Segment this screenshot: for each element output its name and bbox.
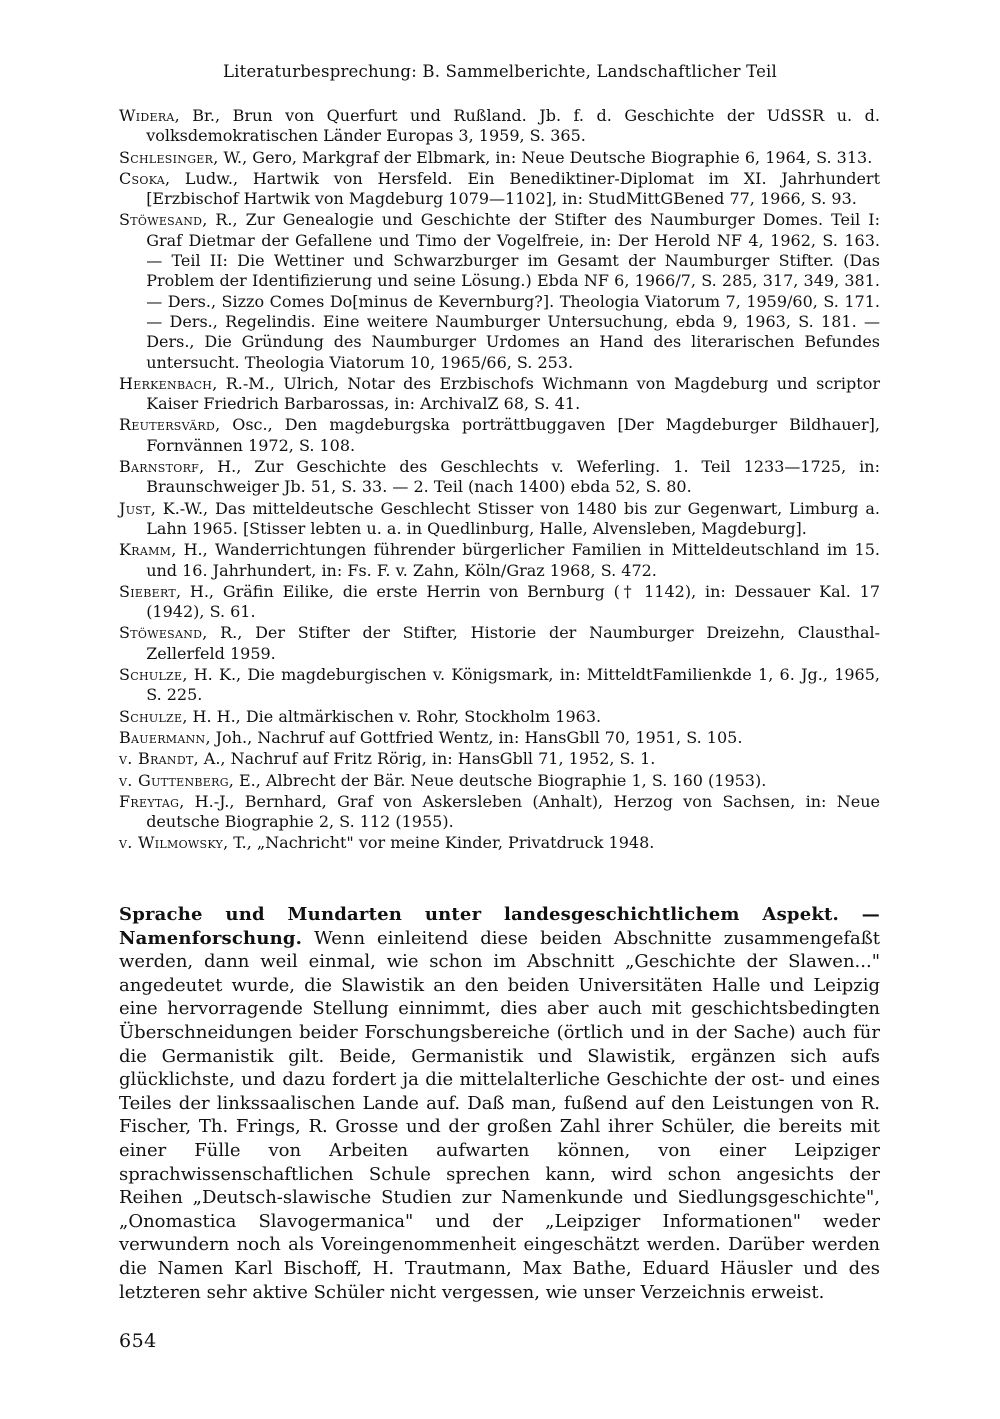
bibliography-entry <box>119 499 880 540</box>
bibliography-entry <box>119 665 880 706</box>
entry-text: , R., Zur Genealogie und Geschichte der Stifter des Naumburger Domes. Teil I: Graf Dietmar der Gefallene und Timo der Vogelfreie, in: Der Herold NF 4, 1962, S. 163. — Teil II: Die Wettiner und Schwarzburger im Gesamt der Naumburger Stifter. (Das Problem der Identifizierung und seine Lösung.) Ebda NF 6, 1966/7, S. 285, 317, 349, 381. — Ders., Sizzo Comes Do[minus de Kevernburg?]. Theologia Viatorum 7, 1959/60, S. 171. — Ders., Regelindis. Eine weitere Naumburger Untersuchung, ebda 9, 1963, S. 181. — Ders., Die Gründung des Naumburger Urdomes an Hand des literarischen Befundes untersucht. Theologia Viatorum 10, 1965/66, S. 253. <box>146 210 880 372</box>
entry-text: , H. K., Die magdeburgischen v. Königsmark, in: MitteldtFamilienkde 1, 6. Jg., 1965, S. 225. <box>146 665 880 705</box>
entry-author: Schlesinger <box>119 147 214 167</box>
bibliography-entry <box>119 707 880 727</box>
section-heading: Sprache und Mundarten unter landesgeschichtlichem Aspekt. — Namenforschung. <box>119 904 880 949</box>
entry-author: Reutersvärd <box>119 415 216 435</box>
entry-author: Schulze <box>119 706 183 726</box>
bibliography-entry <box>119 749 880 769</box>
entry-author: v. Guttenberg <box>119 770 229 790</box>
bibliography-entry <box>119 374 880 415</box>
bibliography-entry <box>119 169 880 210</box>
entry-text: , H., Zur Geschichte des Geschlechts v. Weferling. 1. Teil 1233—1725, in: Braunschweiger Jb. 51, S. 33. — 2. Teil (nach 1400) ebda 52, S. 80. <box>146 457 880 497</box>
entry-text: , H.-J., Bernhard, Graf von Askersleben (Anhalt), Herzog von Sachsen, in: Neue deutsche Biographie 2, S. 112 (1955). <box>146 791 880 832</box>
entry-text: , Ludw., Hartwik von Hersfeld. Ein Benediktiner-Diplomat im XI. Jahrhundert [Erzbischof Hartwik von Magdeburg 1079—1102], in: StudMittGBened 77, 1966, S. 93. <box>146 168 880 209</box>
bibliography-entry <box>119 833 880 853</box>
entry-text: , Joh., Nachruf auf Gottfried Wentz, in: HansGbll 70, 1951, S. 105. <box>205 727 743 747</box>
entry-text: , E., Albrecht der Bär. Neue deutsche Biographie 1, S. 160 (1953). <box>228 770 767 790</box>
bibliography-entry <box>119 771 880 791</box>
entry-text: , H., Gräfin Eilike, die erste Herrin von Bernburg († 1142), in: Dessauer Kal. 17 (1942), S. 61. <box>146 581 880 622</box>
entry-text: , Br., Brun von Querfurt und Rußland. Jb. f. d. Geschichte der UdSSR u. d. volksdemokratischen Länder Europas 3, 1959, S. 365. <box>146 106 880 146</box>
entry-text: , R.-M., Ulrich, Notar des Erzbischofs Wichmann von Magdeburg und scriptor Kaiser Friedrich Barbarossas, in: ArchivalZ 68, S. 41. <box>146 373 880 414</box>
entry-author: Barnstorf <box>119 457 200 477</box>
bibliography-entry <box>119 415 880 456</box>
entry-author: Herkenbach <box>119 373 213 393</box>
entry-text: , A., Nachruf auf Fritz Rörig, in: HansGbll 71, 1952, S. 1. <box>193 749 656 769</box>
page-number: 654 <box>119 1330 157 1352</box>
entry-author: Csoka <box>119 168 166 188</box>
bibliography-entry <box>119 623 880 664</box>
bibliography-entry <box>119 210 880 372</box>
bibliography-entry <box>119 457 880 498</box>
bibliography-entry <box>119 792 880 833</box>
entry-text: , H., Wanderrichtungen führender bürgerlicher Familien in Mitteldeutschland im 15. und 16. Jahrhundert, in: Fs. F. v. Zahn, Köln/Graz 1968, S. 472. <box>146 540 880 580</box>
entry-author: Siebert <box>119 581 176 601</box>
bibliography-entry <box>119 540 880 581</box>
entry-author: Stöwesand <box>119 623 203 643</box>
entry-text: , Osc., Den magdeburgska porträttbuggaven [Der Magdeburger Bildhauer], Fornvännen 1972, S. 108. <box>146 415 880 455</box>
entry-text: , K.-W., Das mitteldeutsche Geschlecht Stisser von 1480 bis zur Gegenwart, Limburg a. Lahn 1965. [Stisser lebten u. a. in Quedlinburg, Halle, Alvensleben, Magdeburg]. <box>146 498 880 538</box>
section-body: Wenn einleitend diese beiden Abschnitte zusammengefaßt werden, dann weil einmal, wie schon im Abschnitt „Geschichte der Slawen..." angedeutet wurde, die Slawistik an den beiden Universitäten Halle und Leipzig eine hervorragende Stellung einnimmt, dies aber auch mit geschichtsbedingten Überschneidungen beider Forschungsbereiche (örtlich und in der Sache) auch für die Germanistik gilt. Beide, Germanistik und Slawistik, ergänzen sich aufs glücklichste, und dazu fordert ja die mittelalterliche Geschichte der ost- und eines Teiles der linkssaalischen Lande auf. Daß man, fußend auf den Leistungen von R. Fischer, Th. Frings, R. Grosse und der großen Zahl ihrer Schüler, die bereits mit einer Fülle von Arbeiten aufwarten können, von einer Leipziger sprachwissenschaftlichen Schule sprechen kann, wird schon angesichts der Reihen „Deutsch-slawische Studien zur Namenkunde und Siedlungsgeschichte", „Onomastica Slavogermanica" und der „Leipziger Informationen" weder verwundern noch als Voreingenommenheit eingeschätzt werden. Darüber werden die Namen Karl Bischoff, H. Trautmann, Max Bathe, Eduard Häusler und des letzteren sehr aktive Schüler nicht vergessen, wie unser Verzeichnis erweist. <box>119 927 880 1303</box>
bibliography-entry <box>119 148 880 168</box>
bibliography-entry <box>119 106 880 147</box>
entry-author: Just <box>119 498 151 518</box>
bibliography-entry <box>119 582 880 623</box>
entry-author: v. Wilmowsky <box>119 833 224 853</box>
entry-author: Stöwesand <box>119 210 203 230</box>
bibliography-list <box>119 106 880 855</box>
entry-text: , R., Der Stifter der Stifter, Historie der Naumburger Dreizehn, Clausthal-Zellerfeld 1959. <box>146 623 880 663</box>
entry-author: Widera <box>119 106 175 125</box>
entry-author: Kramm <box>119 540 172 560</box>
entry-author: Bauermann <box>119 727 206 747</box>
entry-text: , T., „Nachricht" vor meine Kinder, Privatdruck 1948. <box>223 833 655 853</box>
entry-author: Schulze <box>119 665 183 685</box>
section-paragraph <box>119 903 880 1304</box>
bibliography-entry <box>119 728 880 748</box>
entry-author: v. Brandt <box>119 749 194 769</box>
running-head: Literaturbesprechung: B. Sammelberichte, Landschaftlicher Teil <box>223 62 777 81</box>
entry-author: Freytag <box>119 791 180 811</box>
entry-text: , W., Gero, Markgraf der Elbmark, in: Neue Deutsche Biographie 6, 1964, S. 313. <box>213 147 873 167</box>
entry-text: , H. H., Die altmärkischen v. Rohr, Stockholm 1963. <box>182 706 602 726</box>
